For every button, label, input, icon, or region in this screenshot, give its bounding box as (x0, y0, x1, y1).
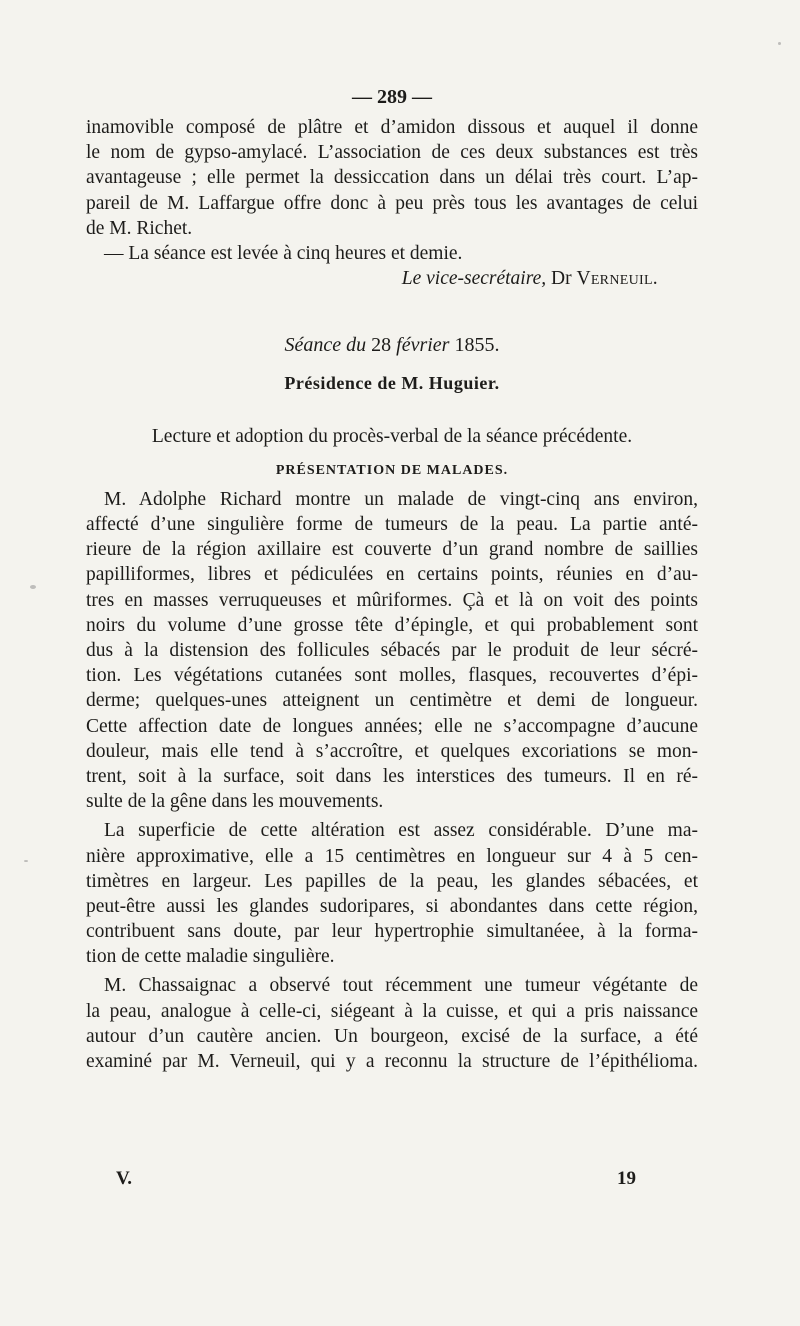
text-line: douleur, mais elle tend à s’accroître, et quelques excoriations se mon- (86, 740, 698, 762)
text-line: rieure de la région axillaire est couverte d’un grand nombre de saillies (86, 539, 698, 561)
text-line: tion. Les végétations cutanées sont molles, flasques, recouvertes d’épi- (86, 665, 698, 687)
text-line: affecté d’une singulière forme de tumeurs de la peau. La partie anté- (86, 514, 698, 536)
closing-line: — La séance est levée à cinq heures et demie. (104, 242, 463, 264)
section-title: PRÉSENTATION DE MALADES. (275, 462, 509, 478)
text-line: le nom de gypso-amylacé. L’association de ces deux substances est très (86, 142, 698, 164)
text-line: avantageuse ; elle permet la dessiccation dans un délai très court. L’ap- (86, 167, 698, 189)
session-heading-year: 1855. (454, 334, 500, 357)
page-footer (116, 1168, 636, 1190)
paragraph-superficie (86, 818, 698, 969)
text-line: Cette affection date de longues années; elle ne s’accompagne d’aucune (86, 715, 698, 737)
paragraph-richard (86, 487, 698, 814)
text-line: la peau, analogue à celle-ci, siégeant à la cuisse, et qui a pris naissance (86, 1000, 698, 1022)
text-line: tres en masses verruqueuses et mûriformes. Çà et là on voit des points (86, 589, 698, 611)
text-line: autour d’un cautère ancien. Un bourgeon, excisé de la surface, a été (86, 1025, 698, 1047)
text-line: dus à la distension des follicules sébacés par le produit de leur sécré- (86, 640, 698, 661)
signature-name: Verneuil. (576, 268, 658, 290)
text-line: M. Adolphe Richard montre un malade de vingt-cinq ans environ, (104, 488, 698, 510)
signature-title: Dr (551, 268, 572, 290)
session-heading (86, 333, 698, 358)
text-line: nière approximative, elle a 15 centimètres en longueur sur 4 à 5 cen- (86, 845, 698, 867)
text-line: pareil de M. Laffargue offre donc à peu près tous les avantages de celui (86, 192, 698, 214)
presidency-heading: Présidence de M. Huguier. (284, 372, 500, 393)
top-paragraph (86, 115, 698, 241)
text-line: trent, soit à la surface, soit dans les interstices des tumeurs. Il en ré- (86, 765, 698, 787)
text-line: derme; quelques-unes atteignent un centimètre et demi de longueur. (86, 690, 698, 712)
text-line: M. Chassaignac a observé tout récemment une tumeur végétante de (104, 975, 698, 997)
text-line: La superficie de cette altération est assez considérable. D’une ma- (104, 820, 698, 842)
text-line: inamovible composé de plâtre et d’amidon dissous et auquel il donne (86, 117, 698, 138)
text-line: timètres en largeur. Les papilles de la peau, les glandes sébacées, et (86, 870, 698, 892)
volume-mark: V. (116, 1168, 133, 1189)
text-line: papilliformes, libres et pédiculées en certains points, réunies en d’au- (86, 564, 698, 586)
text-line: examiné par M. Verneuil, qui y a reconnu la structure de l’épithélioma. (86, 1051, 698, 1072)
scan-speck (24, 860, 28, 862)
text-line: de M. Richet. (86, 217, 193, 239)
paragraph-chassaignac (86, 973, 698, 1074)
text-line: peut-être aussi les glandes sudoripares, si abondantes dans cette région, (86, 895, 698, 917)
signature-role: Le vice-secrétaire, (401, 268, 547, 290)
page-body (86, 84, 698, 1074)
session-heading-month: février (396, 334, 450, 357)
lecture-line: Lecture et adoption du procès-verbal de la séance précédente. (151, 425, 633, 447)
text-line: noirs du volume d’une grosse tête d’épingle, et qui probablement sont (86, 614, 698, 636)
signature-line (86, 266, 698, 291)
text-line: tion de cette maladie singulière. (86, 946, 335, 968)
page-number: — 289 — (352, 86, 432, 108)
signature-mark: 19 (617, 1168, 636, 1189)
text-line: sulte de la gêne dans les mouvements. (86, 791, 384, 813)
scan-speck (30, 585, 36, 589)
scan-speck (778, 42, 781, 45)
session-heading-prefix: Séance du (284, 334, 367, 357)
text-line: contribuent sans doute, par leur hypertrophie simultanéee, à la forma- (86, 921, 698, 943)
session-heading-day: 28 (371, 334, 392, 357)
